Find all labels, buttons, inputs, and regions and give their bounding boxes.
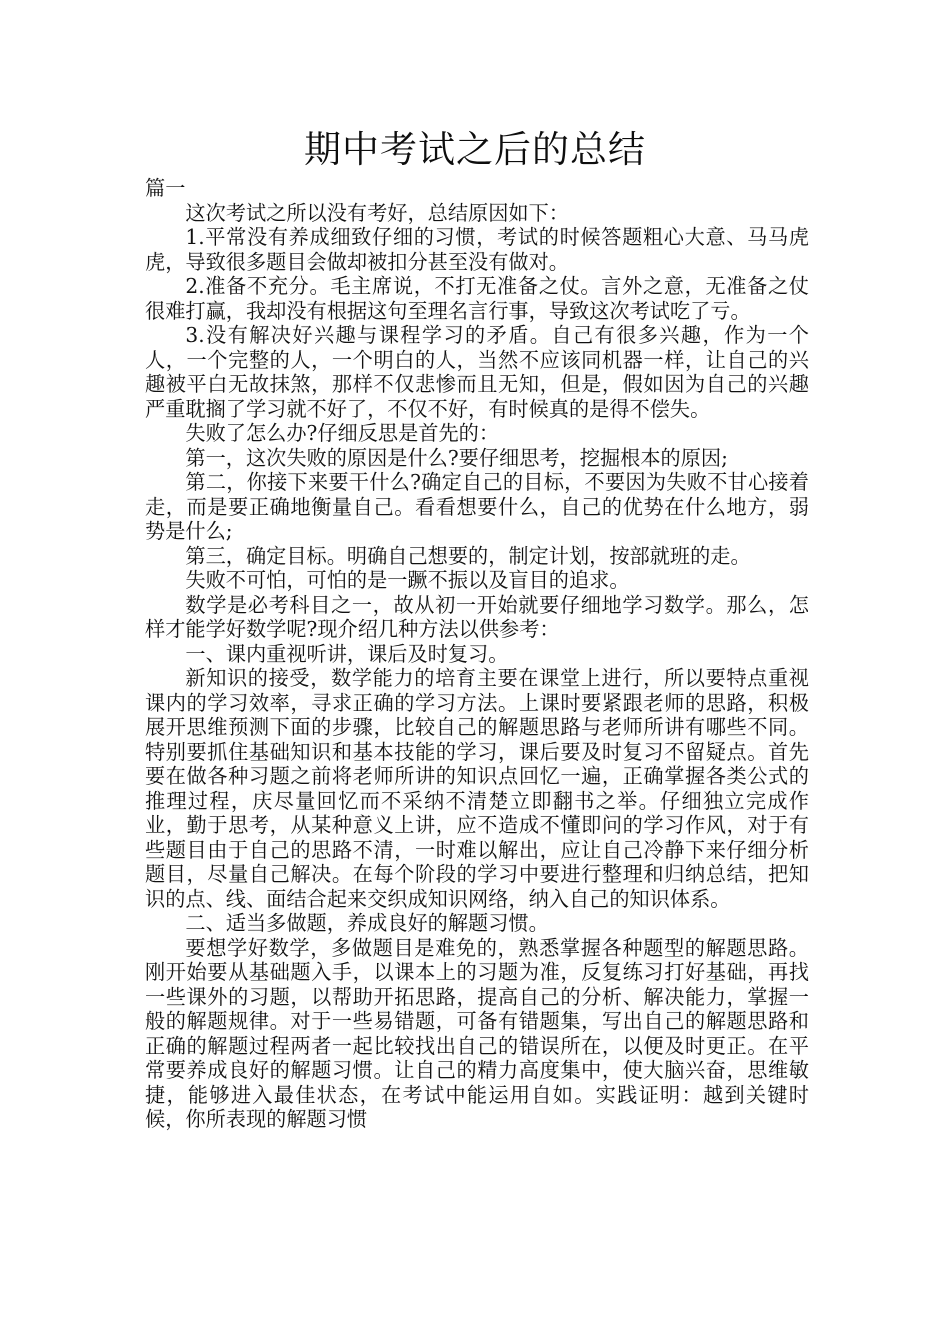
paragraph: 一、课内重视听讲，课后及时复习。 (185, 641, 509, 666)
paragraph: 3.没有解决好兴趣与课程学习的矛盾。自己有很多兴趣，作为一个人，一个完整的人，一个明白的人，当然不应该同机器一样，让自己的兴趣被平白无故抹煞，那样不仅悲惨而且无知，但是，假如因为自己的兴趣严重耽搁了学习就不好了，不仅不好，有时候真的是得不偿失。 (145, 323, 809, 421)
document-title: 期中考试之后的总结 (304, 128, 646, 171)
paragraph: 新知识的接受，数学能力的培育主要在课堂上进行，所以要特点重视课内的学习效率，寻求正确的学习方法。上课时要紧跟老师的思路，积极展开思维预测下面的步骤，比较自己的解题思路与老师所讲有哪些不同。特别要抓住基础知识和基本技能的学习，课后要及时复习不留疑点。首先要在做各种习题之前将老师所讲的知识点回忆一遍，正确掌握各类公式的推理过程，庆尽量回忆而不采纳不清楚立即翻书之举。仔细独立完成作业，勤于思考，从某种意义上讲，应不造成不懂即问的学习作风，对于有些题目由于自己的思路不清，一时难以解出，应让自己冷静下来仔细分析题目，尽量自己解决。在每个阶段的学习中要进行整理和归纳总结，把知识的点、线、面结合起来交织成知识网络，纳入自己的知识体系。 (145, 666, 809, 911)
paragraph: 二、适当多做题，养成良好的解题习惯。 (185, 911, 549, 935)
paragraph: 第二，你接下来要干什么?确定自己的目标，不要因为失败不甘心接着走，而是要正确地衡量自己。看看想要什么，自己的优势在什么地方，弱势是什么; (145, 470, 809, 543)
paragraph: 第一，这次失败的原因是什么?要仔细思考，挖掘根本的原因; (185, 445, 728, 470)
paragraph: 失败不可怕，可怕的是一蹶不振以及盲目的追求。 (185, 568, 630, 592)
paragraph: 2.准备不充分。毛主席说，不打无准备之仗。言外之意，无准备之仗很难打赢，我却没有根据这句至理名言行事，导致这次考试吃了亏。 (145, 274, 809, 323)
paragraph: 数学是必考科目之一，故从初一开始就要仔细地学习数学。那么，怎样才能学好数学呢?现介绍几种方法以供参考： (145, 592, 809, 641)
section-label: 篇一 (145, 176, 186, 200)
paragraph: 失败了怎么办?仔细反思是首先的： (185, 421, 500, 445)
paragraph: 第三，确定目标。明确自己想要的，制定计划，按部就班的走。 (185, 543, 751, 568)
paragraph: 1.平常没有养成细致仔细的习惯，考试的时候答题粗心大意、马马虎虎，导致很多题目会做却被扣分甚至没有做对。 (145, 225, 809, 274)
document-body (145, 176, 809, 1132)
paragraph: 这次考试之所以没有考好，总结原因如下： (185, 200, 569, 225)
paragraph: 要想学好数学，多做题目是难免的，熟悉掌握各种题型的解题思路。刚开始要从基础题入手，以课本上的习题为准，反复练习打好基础，再找一些课外的习题，以帮助开拓思路，提高自己的分析、解决能力，掌握一般的解题规律。对于一些易错题，可备有错题集，写出自己的解题思路和正确的解题过程两者一起比较找出自己的错误所在，以便及时更正。在平常要养成良好的解题习惯。让自己的精力高度集中，使大脑兴奋，思维敏捷，能够进入最佳状态，在考试中能运用自如。实践证明：越到关键时候，你所表现的解题习惯 (145, 935, 809, 1131)
